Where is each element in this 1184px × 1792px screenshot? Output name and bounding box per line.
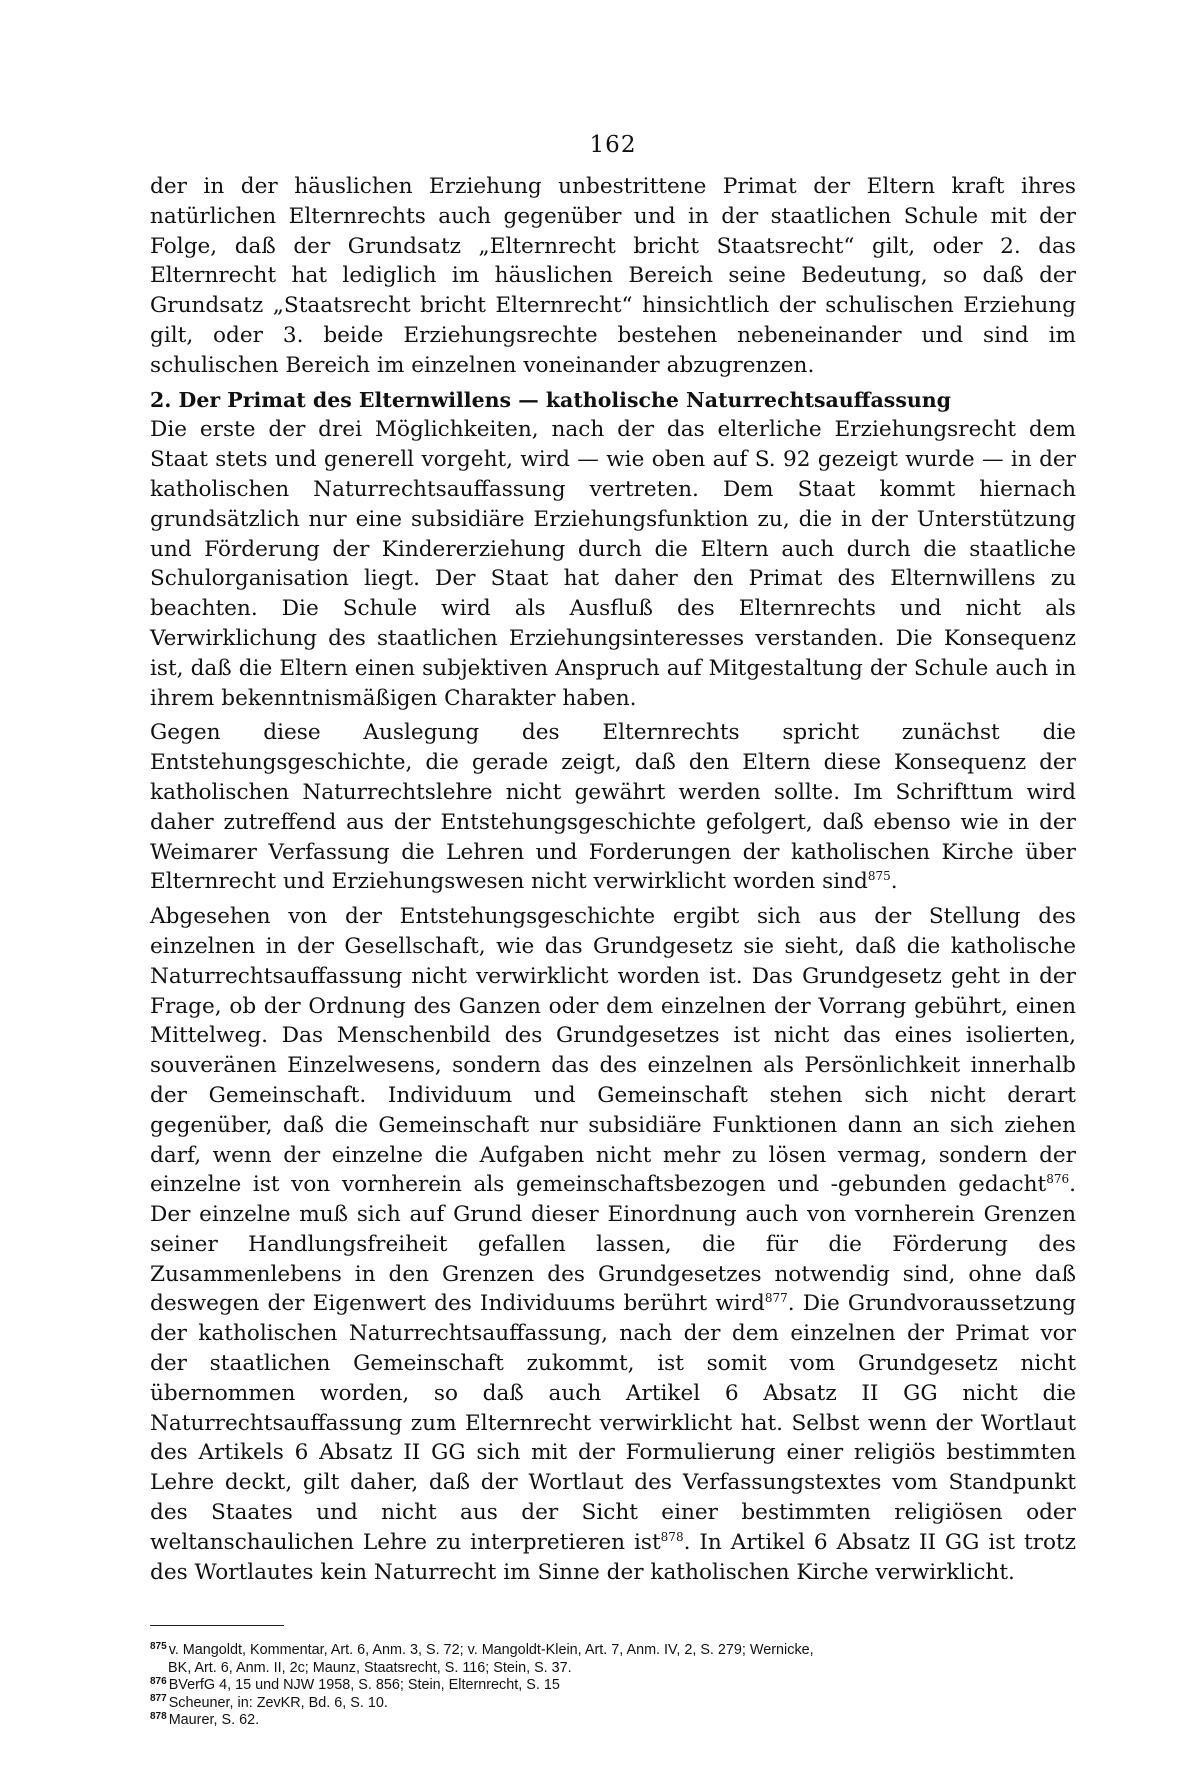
footnote-text: BVerfG 4, 15 und NJW 1958, S. 856; Stein, Elternrecht, S. 15 xyxy=(168,1677,560,1694)
paragraph-continuation: der in der häuslichen Erziehung unbestrittene Primat der Eltern kraft ihres natürlichen Elternrechts auch gegenüber und in der staatlichen Schule mit der Folge, daß der Grundsatz „Elternrecht bricht Staatsrecht“ gilt, oder 2. das Elternrecht hat lediglich im häuslichen Bereich seine Bedeutung, so daß der Grundsatz „Staatsrecht bricht Elternrecht“ hinsichtlich der schulischen Erziehung gilt, oder 3. beide Erziehungsrechte bestehen nebeneinander und sind im schulischen Bereich im einzelnen voneinander abzugrenzen. xyxy=(150,174,1076,378)
paragraph-text: . xyxy=(890,869,898,895)
footnote-reference-877: 877 xyxy=(764,1291,788,1306)
section-heading: 2. Der Primat des Elternwillens — katholische Naturrechtsauffassung xyxy=(150,387,952,412)
paragraph-text: . Die Grundvoraussetzung der katholischen Naturrechtsauffassung, nach der dem einzelnen der Primat vor der staatlichen Gemeinschaft zukommt, ist somit vom Grundgesetz nicht übernommen worden, so daß auch Artikel 6 Absatz II GG nicht die Naturrechtsauffassung zum Elternrecht verwirklicht hat. Selbst wenn der Wortlaut des Artikels 6 Absatz II GG sich mit der Formulierung einer religiös bestimmten Lehre deckt, gilt daher, daß der Wortlaut des Verfassungstextes vom Standpunkt des Staates und nicht aus der Sicht einer bestimmten religiösen oder weltanschaulichen Lehre zu interpretieren ist xyxy=(150,1291,1076,1555)
footnote-mark: 876 xyxy=(150,1675,167,1687)
footnote-mark: 875 xyxy=(150,1640,167,1652)
footnote-reference-875: 875 xyxy=(867,869,891,884)
footnote-divider xyxy=(150,1625,284,1626)
document-page xyxy=(150,132,1076,1730)
footnote-text: Maurer, S. 62. xyxy=(168,1712,260,1729)
paragraph-text: . In Artikel 6 Absatz II GG ist trotz des Wortlautes kein Naturrecht im Sinne der katholischen Kirche verwirklicht. xyxy=(150,1529,1076,1585)
footnote-875-continuation: BK, Art. 6, Anm. II, 2c; Maunz, Staatsrecht, S. 116; Stein, S. 37. xyxy=(168,1659,572,1676)
body-text xyxy=(150,172,1076,1587)
footnotes xyxy=(150,1642,1076,1730)
footnote-878 xyxy=(150,1712,1076,1730)
page-number: 162 xyxy=(589,132,637,158)
footnote-876 xyxy=(150,1677,1076,1695)
footnote-text: v. Mangoldt, Kommentar, Art. 6, Anm. 3, S. 72; v. Mangoldt-Klein, Art. 7, Anm. IV, 2, S. 279; Wernicke, xyxy=(168,1642,814,1659)
paragraph-text: Abgesehen von der Entstehungsgeschichte ergibt sich aus der Stellung des einzelnen in der Gesellschaft, wie das Grundgesetz sie sieht, daß die katholische Naturrechtsauffassung nicht verwirklicht worden ist. Das Grundgesetz geht in der Frage, ob der Ordnung des Ganzen oder dem einzelnen der Vorrang gebührt, einen Mittelweg. Das Menschenbild des Grundgesetzes ist nicht das eines isolierten, souveränen Einzelwesens, sondern das des einzelnen als Persönlichkeit innerhalb der Gemeinschaft. Individuum und Gemeinschaft stehen sich nicht derart gegenüber, daß die Gemeinschaft nur subsidiäre Funktionen dann an sich ziehen darf, wenn der einzelne die Aufgaben nicht mehr zu lösen vermag, sondern der einzelne ist von vornherein als gemeinschaftsbezogen und -gebunden gedacht xyxy=(150,904,1076,1198)
footnote-mark: 878 xyxy=(150,1710,167,1722)
footnote-reference-878: 878 xyxy=(660,1529,684,1544)
footnote-877 xyxy=(150,1695,1076,1713)
footnote-text: Scheuner, in: ZevKR, Bd. 6, S. 10. xyxy=(168,1694,388,1711)
footnote-reference-876: 876 xyxy=(1046,1172,1070,1187)
paragraph-text: Gegen diese Auslegung des Elternrechts spricht zunächst die Entstehungsgeschichte, die gerade zeigt, daß den Eltern diese Konsequenz der katholischen Naturrechtslehre nicht gewährt werden sollte. Im Schrifttum wird daher zutreffend aus der Entstehungsgeschichte gefolgert, daß ebenso wie in der Weimarer Verfassung die Lehren und Forderungen der katholischen Kirche über Elternrecht und Erziehungswesen nicht verwirklicht worden sind xyxy=(150,720,1076,895)
paragraph-entstehungsgeschichte xyxy=(150,718,1076,897)
footnote-mark: 877 xyxy=(150,1693,167,1705)
paragraph-text: . Der einzelne muß sich auf Grund dieser Einordnung auch von vornherein Grenzen seiner Handlungsfreiheit gefallen lassen, die für die Förderung des Zusammenlebens in den Grenzen des Grundgesetzes notwendig sind, ohne daß deswegen der Eigenwert des Individuums berührt wird xyxy=(150,1172,1076,1317)
paragraph-grundgesetz xyxy=(150,902,1076,1587)
footnote-875 xyxy=(150,1642,1076,1660)
paragraph-primat: Die erste der drei Möglichkeiten, nach der das elterliche Erziehungsrecht dem Staat stets und generell vorgeht, wird — wie oben auf S. 92 gezeigt wurde — in der katholischen Naturrechtsauffassung vertreten. Dem Staat kommt hiernach grundsätzlich nur eine subsidiäre Erziehungsfunktion zu, die in der Unterstützung und Förderung der Kindererziehung durch die Eltern auch durch die staatliche Schulorganisation liegt. Der Staat hat daher den Primat des Elternwillens zu beachten. Die Schule wird als Ausfluß des Elternrechts und nicht als Verwirklichung des staatlichen Erziehungsinteresses verstanden. Die Konsequenz ist, daß die Eltern einen subjektiven Anspruch auf Mitgestaltung der Schule auch in ihrem bekenntnismäßigen Charakter haben. xyxy=(150,417,1076,711)
